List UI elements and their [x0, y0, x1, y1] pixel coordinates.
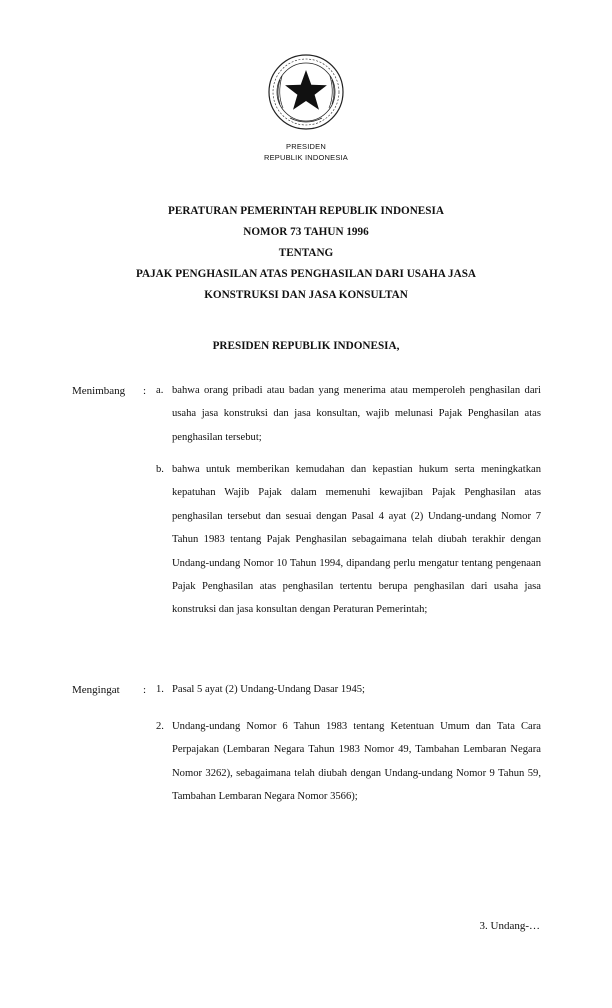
president-heading: PRESIDEN REPUBLIK INDONESIA,: [212, 340, 400, 352]
garuda-star-emblem-icon: [266, 52, 346, 132]
item-text: Undang-undang Nomor 6 Tahun 1983 tentang Ketentuan Umum dan Tata Cara Perpajakan (Lembaran Negara Tahun 1983 Nomor 49, Tambahan Lembaran Negara Nomor 3262), sebagaimana telah diubah dengan Undang-undang Nomor 9 Tahun 59, Tambahan Lembaran Negara Nomor 3566);: [172, 721, 541, 803]
item-text: bahwa orang pribadi atau badan yang menerima atau memperoleh penghasilan dari usaha jasa konstruksi dan jasa konsultan, wajib melunasi Pajak Penghasilan atas penghasilan tersebut;: [172, 385, 541, 443]
mengingat-item-2: [156, 715, 541, 809]
item-text: bahwa untuk memberikan kemudahan dan kepastian hukum serta meningkatkan kepatuhan Wajib Pajak dalam memenuhi kewajiban Pajak Penghasilan atas penghasilan tersebut dan sesuai dengan Pasal 4 ayat (2) Undang-undang Nomor 7 Tahun 1983 tentang Pajak Penghasilan sebagaimana telah diubah terakhir dengan Undang-undang Nomor 10 Tahun 1994, dipandang perlu mengatur tentang pengenaan Pajak Penghasilan atas penghasilan tertentu berupa penghasilan dari usaha jasa konstruksi dan jasa konsultan dengan Peraturan Pemerintah;: [172, 464, 541, 616]
document-title: [0, 201, 612, 306]
menimbang-item-b: [156, 458, 541, 622]
title-line-subject-1: PAJAK PENGHASILAN ATAS PENGHASILAN DARI USAHA JASA: [135, 268, 477, 280]
mengingat-item-1: [156, 678, 541, 701]
letterhead-caption-republic: REPUBLIK INDONESIA: [263, 153, 349, 162]
title-line-about: TENTANG: [278, 247, 334, 259]
title-line-regulation: PERATURAN PEMERINTAH REPUBLIK INDONESIA: [168, 205, 444, 217]
menimbang-item-a: [156, 379, 541, 449]
item-marker: 1.: [156, 684, 164, 695]
mengingat-colon: :: [143, 684, 147, 696]
item-text: Pasal 5 ayat (2) Undang-Undang Dasar 1945;: [172, 684, 365, 695]
mengingat-label: Mengingat: [72, 684, 120, 696]
letterhead-caption-president: PRESIDEN: [286, 142, 326, 151]
menimbang-colon: :: [143, 385, 147, 397]
menimbang-label: Menimbang: [72, 385, 126, 397]
page-continuation-reference: 3. Undang-…: [479, 920, 540, 932]
item-marker: b.: [156, 464, 164, 475]
item-marker: 2.: [156, 721, 164, 732]
item-marker: a.: [156, 385, 164, 396]
title-line-subject-2: KONSTRUKSI DAN JASA KONSULTAN: [204, 289, 408, 301]
title-line-number: NOMOR 73 TAHUN 1996: [243, 226, 369, 238]
